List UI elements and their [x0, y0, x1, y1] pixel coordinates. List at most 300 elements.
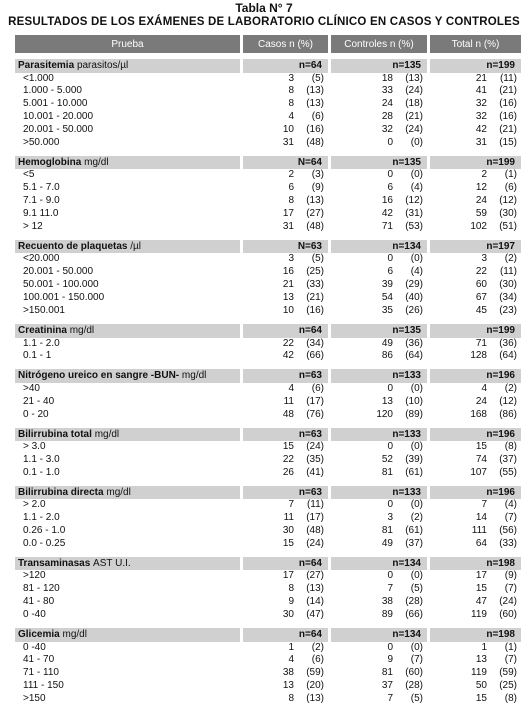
section-unit: mg/dl [62, 629, 87, 640]
percent-value: (55) [499, 466, 517, 478]
section-total-cell: n=135 [331, 318, 430, 338]
count-value: 33 [381, 85, 393, 97]
percent-value: (64) [499, 350, 517, 362]
table-row [15, 680, 521, 693]
value-cell [331, 279, 430, 292]
range-label: 20.001 - 50.000 [15, 124, 243, 137]
range-label: 50.001 - 100.000 [15, 279, 243, 292]
section-label [15, 53, 243, 73]
table-row [15, 525, 521, 538]
value-cell [430, 124, 521, 137]
value-cell [331, 680, 430, 693]
value-cell [430, 98, 521, 111]
range-label: > 2.0 [15, 499, 243, 512]
section-name: Creatinina [18, 325, 67, 336]
value-cell [243, 409, 331, 422]
range-label: 1.1 - 2.0 [15, 338, 243, 351]
table-row [15, 396, 521, 409]
count-value: 49 [381, 337, 393, 349]
value-cell [243, 499, 331, 512]
value-cell [331, 512, 430, 525]
table-row [15, 169, 521, 182]
percent-value: (66) [405, 609, 423, 621]
range-label: 0 -40 [15, 642, 243, 655]
value-cell [243, 279, 331, 292]
count-value: 128 [470, 350, 487, 362]
section-total-cell: n=198 [430, 622, 521, 642]
range-label: 1.1 - 3.0 [15, 454, 243, 467]
percent-value: (6) [311, 111, 324, 123]
value-cell [430, 667, 521, 680]
count-value: 81 [381, 466, 393, 478]
value-cell [331, 570, 430, 583]
count-value: 17 [282, 570, 294, 582]
section-header-row [15, 551, 521, 571]
percent-value: (37) [499, 453, 517, 465]
value-cell [430, 266, 521, 279]
table-row [15, 596, 521, 609]
count-value: 30 [282, 609, 294, 621]
count-value: 8 [288, 195, 294, 207]
percent-value: (25) [499, 680, 517, 692]
percent-value: (59) [306, 667, 324, 679]
count-value: 15 [282, 537, 294, 549]
table-row [15, 538, 521, 551]
count-value: 15 [475, 441, 487, 453]
count-value: 16 [381, 195, 393, 207]
header-controles: Controles n (%) [331, 35, 430, 53]
count-value: 111 [471, 525, 487, 537]
count-value: 3 [481, 253, 487, 265]
percent-value: (37) [405, 537, 423, 549]
table-row [15, 467, 521, 480]
value-cell [243, 467, 331, 480]
count-value: 81 [381, 525, 393, 537]
percent-value: (40) [405, 292, 423, 304]
count-value: 119 [471, 667, 487, 679]
count-value: 11 [283, 512, 294, 524]
count-value: 38 [381, 596, 393, 608]
value-cell [430, 208, 521, 221]
count-value: 6 [387, 266, 393, 278]
value-cell [331, 383, 430, 396]
value-cell [243, 221, 331, 234]
section-total-cell: n=64 [243, 622, 331, 642]
lab-results-table [15, 35, 521, 706]
count-value: 37 [381, 680, 393, 692]
range-label: >120 [15, 570, 243, 583]
value-cell [331, 137, 430, 150]
range-label: 100.001 - 150.000 [15, 292, 243, 305]
table-subtitle: RESULTADOS DE LOS EXÁMENES DE LABORATORIO CLÍNICO EN CASOS Y CONTROLES [8, 16, 520, 28]
count-value: 102 [470, 221, 487, 233]
value-cell [430, 409, 521, 422]
count-value: 1 [481, 641, 487, 653]
value-cell [430, 169, 521, 182]
range-label: 71 - 110 [15, 667, 243, 680]
percent-value: (6) [311, 382, 324, 394]
value-cell [430, 583, 521, 596]
percent-value: (0) [410, 382, 423, 394]
percent-value: (16) [306, 305, 324, 317]
range-label: <1.000 [15, 73, 243, 86]
count-value: 13 [381, 395, 393, 407]
percent-value: (17) [306, 512, 324, 524]
table-row [15, 182, 521, 195]
table-row [15, 667, 521, 680]
range-label: >40 [15, 383, 243, 396]
value-cell [243, 642, 331, 655]
count-value: 71 [381, 221, 393, 233]
count-value: 3 [288, 253, 294, 265]
percent-value: (17) [306, 395, 324, 407]
value-cell [243, 538, 331, 551]
percent-value: (31) [405, 208, 423, 220]
percent-value: (0) [410, 169, 423, 181]
range-label: 5.1 - 7.0 [15, 182, 243, 195]
value-cell [243, 266, 331, 279]
count-value: 22 [475, 266, 487, 278]
section-unit: parasitos/µl [76, 60, 129, 71]
percent-value: (7) [504, 583, 517, 595]
count-value: 8 [288, 583, 294, 595]
value-cell [243, 596, 331, 609]
count-value: 17 [475, 570, 487, 582]
value-cell [243, 667, 331, 680]
count-value: 9 [288, 596, 294, 608]
value-cell [243, 208, 331, 221]
percent-value: (13) [306, 195, 324, 207]
value-cell [243, 73, 331, 86]
count-value: 7 [288, 499, 294, 511]
table-row [15, 137, 521, 150]
percent-value: (16) [306, 124, 324, 136]
section-name: Glicemia [18, 629, 60, 640]
count-value: 42 [475, 124, 487, 136]
section-header-row [15, 150, 521, 170]
count-value: 50 [475, 680, 487, 692]
count-value: 30 [282, 525, 294, 537]
table-row [15, 642, 521, 655]
range-label: 0 -40 [15, 609, 243, 622]
range-label: 0.26 - 1.0 [15, 525, 243, 538]
count-value: 15 [475, 583, 487, 595]
range-label: <5 [15, 169, 243, 182]
section-name: Bilirrubina directa [18, 486, 104, 498]
value-cell [331, 441, 430, 454]
value-cell [331, 208, 430, 221]
value-cell [243, 195, 331, 208]
value-cell [430, 350, 521, 363]
count-value: 89 [381, 609, 393, 621]
percent-value: (89) [405, 408, 423, 420]
section-unit: mg/dl [94, 428, 120, 440]
percent-value: (5) [311, 253, 324, 265]
percent-value: (76) [306, 408, 324, 420]
section-label [15, 422, 243, 442]
range-label: 10.001 - 20.000 [15, 111, 243, 124]
value-cell [430, 680, 521, 693]
percent-value: (21) [499, 124, 517, 136]
value-cell [243, 454, 331, 467]
percent-value: (7) [504, 654, 517, 666]
percent-value: (51) [499, 221, 517, 233]
section-total-cell: n=196 [430, 363, 521, 383]
percent-value: (9) [504, 570, 517, 582]
percent-value: (11) [499, 266, 517, 278]
percent-value: (8) [504, 441, 517, 453]
count-value: 11 [283, 395, 294, 407]
percent-value: (24) [499, 596, 517, 608]
count-value: 4 [481, 382, 487, 394]
value-cell [243, 609, 331, 622]
header-casos: Casos n (%) [243, 35, 331, 53]
percent-value: (4) [504, 499, 517, 511]
count-value: 52 [381, 453, 393, 465]
section-name: Parasitemia [18, 60, 75, 71]
percent-value: (11) [306, 499, 324, 511]
table-title: Tabla N° 7 [235, 1, 293, 15]
section-unit: /µl [130, 240, 142, 252]
section-header-row [15, 318, 521, 338]
count-value: 4 [288, 382, 294, 394]
count-value: 3 [387, 512, 393, 524]
count-value: 13 [282, 680, 294, 692]
value-cell [430, 279, 521, 292]
section-total-cell: n=63 [243, 422, 331, 442]
table-row [15, 693, 521, 706]
value-cell [243, 338, 331, 351]
percent-value: (2) [504, 382, 517, 394]
percent-value: (28) [405, 680, 423, 692]
table-row [15, 208, 521, 221]
count-value: 2 [481, 169, 487, 181]
count-value: 32 [475, 98, 487, 110]
percent-value: (34) [306, 337, 324, 349]
count-value: 14 [475, 512, 487, 524]
range-label: 5.001 - 10.000 [15, 98, 243, 111]
percent-value: (28) [405, 596, 423, 608]
range-label: >150.001 [15, 305, 243, 318]
range-label: >50.000 [15, 137, 243, 150]
section-name: Transaminasas [18, 557, 91, 569]
count-value: 64 [475, 537, 487, 549]
percent-value: (48) [306, 221, 324, 233]
section-header-row [15, 422, 521, 442]
range-label: > 12 [15, 221, 243, 234]
count-value: 67 [475, 292, 487, 304]
percent-value: (1) [504, 641, 517, 653]
percent-value: (16) [499, 111, 517, 123]
value-cell [331, 396, 430, 409]
percent-value: (21) [306, 292, 324, 304]
header-prueba: Prueba [15, 35, 243, 53]
value-cell [243, 570, 331, 583]
value-cell [430, 182, 521, 195]
section-unit: AST U.I. [93, 557, 131, 569]
value-cell [243, 292, 331, 305]
section-unit: mg/dl [69, 325, 95, 336]
range-label: 0.1 - 1 [15, 350, 243, 363]
count-value: 4 [288, 111, 294, 123]
value-cell [243, 124, 331, 137]
percent-value: (56) [499, 525, 517, 537]
count-value: 31 [282, 137, 294, 149]
section-total-cell: n=196 [430, 422, 521, 442]
table-row [15, 305, 521, 318]
count-value: 42 [381, 208, 393, 220]
count-value: 24 [475, 395, 487, 407]
percent-value: (5) [311, 72, 324, 84]
percent-value: (10) [405, 395, 423, 407]
percent-value: (2) [311, 641, 324, 653]
value-cell [331, 409, 430, 422]
count-value: 45 [475, 305, 487, 317]
value-cell [243, 137, 331, 150]
count-value: 35 [381, 305, 393, 317]
count-value: 3 [288, 72, 294, 84]
table-row [15, 253, 521, 266]
range-label: 111 - 150 [15, 680, 243, 693]
value-cell [243, 512, 331, 525]
value-cell [243, 350, 331, 363]
percent-value: (47) [306, 609, 324, 621]
count-value: 74 [475, 453, 487, 465]
value-cell [331, 98, 430, 111]
count-value: 8 [288, 85, 294, 97]
count-value: 22 [282, 453, 294, 465]
count-value: 31 [475, 137, 487, 149]
count-value: 10 [282, 305, 294, 317]
percent-value: (3) [311, 169, 324, 181]
table-row [15, 570, 521, 583]
percent-value: (25) [306, 266, 324, 278]
count-value: 1 [288, 641, 294, 653]
count-value: 21 [475, 72, 487, 84]
count-value: 0 [387, 570, 393, 582]
count-value: 0 [387, 137, 393, 149]
percent-value: (33) [499, 537, 517, 549]
percent-value: (34) [499, 292, 517, 304]
table-body [15, 53, 521, 706]
section-total-cell: n=133 [331, 480, 430, 500]
range-label: <20.000 [15, 253, 243, 266]
count-value: 6 [288, 182, 294, 194]
count-value: 60 [475, 279, 487, 291]
percent-value: (24) [306, 441, 324, 453]
section-total-cell: n=64 [243, 53, 331, 73]
count-value: 86 [381, 350, 393, 362]
value-cell [331, 693, 430, 706]
value-cell [243, 253, 331, 266]
count-value: 17 [282, 208, 294, 220]
value-cell [331, 538, 430, 551]
value-cell [430, 454, 521, 467]
percent-value: (41) [306, 466, 324, 478]
section-label [15, 480, 243, 500]
section-total-cell: n=199 [430, 53, 521, 73]
count-value: 9 [387, 654, 393, 666]
range-label: 7.1 - 9.0 [15, 195, 243, 208]
value-cell [331, 124, 430, 137]
value-cell [430, 693, 521, 706]
value-cell [430, 525, 521, 538]
value-cell [331, 253, 430, 266]
percent-value: (36) [405, 337, 423, 349]
table-row [15, 583, 521, 596]
count-value: 6 [387, 182, 393, 194]
table-row [15, 279, 521, 292]
count-value: 0 [387, 641, 393, 653]
percent-value: (7) [504, 512, 517, 524]
table-row [15, 124, 521, 137]
percent-value: (5) [410, 583, 423, 595]
count-value: 38 [282, 667, 294, 679]
percent-value: (13) [306, 583, 324, 595]
table-row [15, 441, 521, 454]
range-label: 21 - 40 [15, 396, 243, 409]
value-cell [331, 454, 430, 467]
value-cell [243, 680, 331, 693]
count-value: 54 [381, 292, 393, 304]
count-value: 0 [387, 382, 393, 394]
value-cell [331, 654, 430, 667]
percent-value: (20) [306, 680, 324, 692]
percent-value: (39) [405, 453, 423, 465]
section-label [15, 363, 243, 383]
count-value: 24 [381, 98, 393, 110]
range-label: 1.000 - 5.000 [15, 85, 243, 98]
section-total-cell: n=64 [243, 318, 331, 338]
value-cell [331, 467, 430, 480]
count-value: 0 [387, 441, 393, 453]
count-value: 48 [282, 408, 294, 420]
value-cell [430, 538, 521, 551]
count-value: 18 [381, 72, 393, 84]
percent-value: (12) [499, 195, 517, 207]
percent-value: (21) [499, 85, 517, 97]
percent-value: (2) [504, 253, 517, 265]
table-row [15, 338, 521, 351]
value-cell [243, 583, 331, 596]
count-value: 13 [282, 292, 294, 304]
percent-value: (30) [499, 279, 517, 291]
section-total-cell: N=63 [243, 234, 331, 254]
section-total-cell: n=133 [331, 422, 430, 442]
count-value: 42 [282, 350, 294, 362]
percent-value: (9) [311, 182, 324, 194]
percent-value: (13) [306, 85, 324, 97]
value-cell [331, 642, 430, 655]
section-total-cell: n=63 [243, 480, 331, 500]
percent-value: (23) [499, 305, 517, 317]
percent-value: (0) [410, 641, 423, 653]
percent-value: (18) [405, 98, 423, 110]
value-cell [430, 292, 521, 305]
percent-value: (36) [499, 337, 517, 349]
count-value: 59 [475, 208, 487, 220]
count-value: 24 [475, 195, 487, 207]
percent-value: (59) [499, 667, 517, 679]
value-cell [430, 596, 521, 609]
section-header-row [15, 480, 521, 500]
header-total: Total n (%) [430, 35, 521, 53]
percent-value: (0) [410, 441, 423, 453]
percent-value: (86) [499, 408, 517, 420]
count-value: 31 [282, 221, 294, 233]
section-total-cell: n=134 [331, 551, 430, 571]
value-cell [331, 499, 430, 512]
